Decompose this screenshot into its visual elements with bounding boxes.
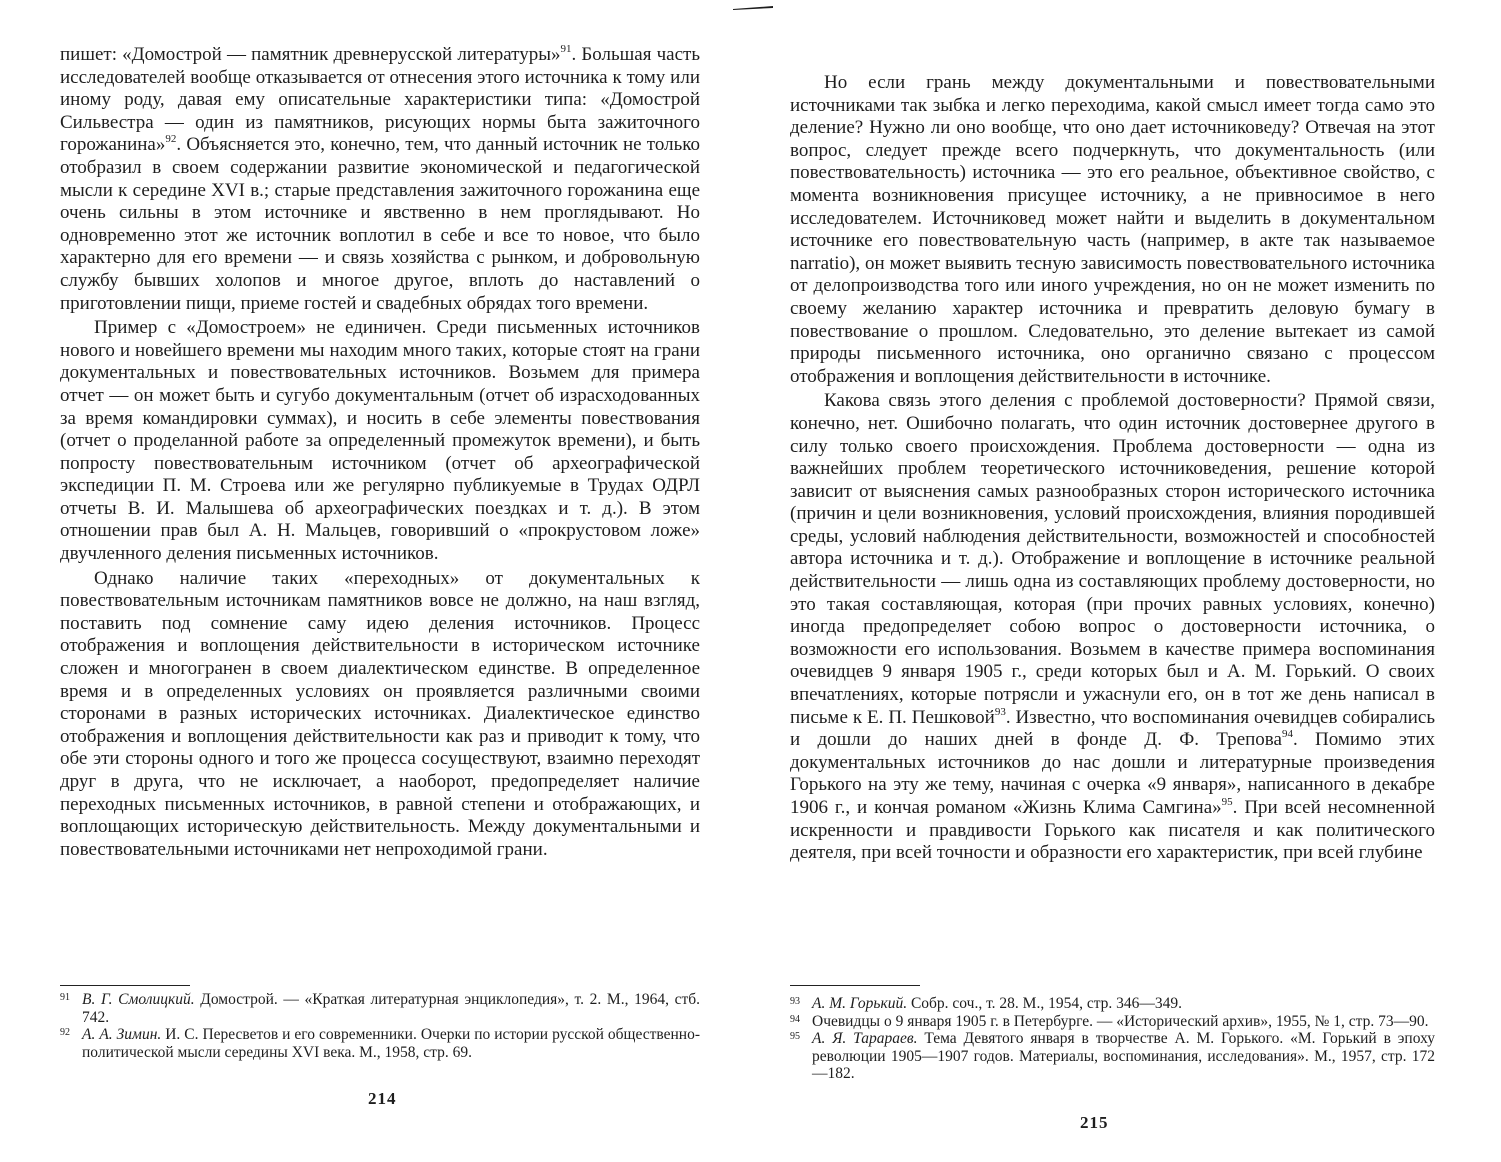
paragraph-text: пишет: «Домострой — памятник древнерусской литературы» [60,44,561,65]
right-footnotes [790,995,1435,1083]
footnote-text: Тема Девятого января в творчестве А. М. Горького. «М. Горький в эпоху революции 1905—1907 годов. Материалы, воспоминания, исследования». М., 1957, стр. 172—182. [812,1030,1435,1082]
footnote-reference: 92 [165,133,177,146]
left-page [0,0,750,1162]
footnote-reference: 94 [1281,728,1293,741]
paragraph-text: . Помимо этих документальных источников до нас дошли и литературные произведения Горького на эту же тему, начиная с очерка «9 января», написанного в декабре 1906 г., и кончая романом «Жизнь Клима Самгина» [790,729,1435,818]
footnote-number: 91 [60,992,70,1003]
left-footnotes [60,991,700,1061]
paragraph [60,317,700,566]
right-footnote-rule [790,985,920,986]
paragraph-text: . Объясняется это, конечно, тем, что данный источник не только отобразил в своем содержании развитие экономической и педагогической мысли к середине XVI в.; старые представления зажиточного горожанина еще очень сильны в этом источнике и явственно в нем проглядывают. Но одновременно этот же источник воплотил в себе и все то новое, что было характерно для его времени — и связь хозяйства с рынком, и добровольную службу бывших холопов и многое другое, вплоть до наставлений о приготовлении пищи, приеме гостей и свадебных обрядах того времени. [60,134,700,314]
paragraph-text: . Известно, что воспоминания очевидцев собирались и дошли до наших дней в фонде Д. Ф. Трепова [790,706,1436,751]
paragraph-text: Какова связь этого деления с проблемой достоверности? Прямой связи, конечно, нет. Ошибочно полагать, что один источник достовернее другого в силу только своего происхождения. Проблема достоверности — одна из важнейших проблем теоретического источниковедения, решение которой зависит от выяснения самых разнообразных сторон исторического источника (причин и цели возникновения, условий происхождения, влияния породившей среды, условий наблюдения действительности, возможностей и способностей автора источника и т. д.). Отображение и воплощение в источнике реальной действительности — лишь одна из составляющих проблему достоверности, но это такая составляющая, которая (при прочих равных условиях, конечно) иногда предопределяет собою вопрос о достоверности источника, о возможности его использования. Возьмем в качестве примера воспоминания очевидцев 9 января 1905 г., среди которых был и А. М. Горький. О своих впечатлениях, которые потрясли и ужаснули его, он в тот же день написал в письме к Е. П. Пешковой [790,390,1435,728]
right-page-number: 215 [1080,1113,1109,1132]
paragraph [790,390,1435,864]
footnote [790,1013,1435,1031]
left-page-text [60,44,700,861]
left-footnote-rule [60,985,190,986]
footnote-text: Очевидцы о 9 января 1905 г. в Петербурге. — «Исторический архив», 1955, № 1, стр. 73—90. [812,1012,1429,1030]
footnote-reference: 95 [1221,796,1233,808]
left-page-number: 214 [368,1089,397,1108]
footnote-text: Домострой. — «Краткая литературная энциклопедия», т. 2. М., 1964, стб. 742. [82,991,700,1026]
footnote-author: А. Я. Тарараев. [812,1030,918,1047]
footnote-text: Собр. соч., т. 28. М., 1954, стр. 346—349. [907,995,1183,1012]
paragraph [60,568,700,862]
footnote-author: А. М. Горький. [812,995,908,1012]
paragraph-text: . Большая часть исследователей вообще отказывается от отнесения этого источника к тому или иному роду, давая ему описательные характеристики типа: «Домострой Сильвестра — один из памятников, рисующих нормы быта зажиточного горожанина» [60,44,700,156]
paragraph-text: Однако наличие таких «переходных» от документальных к повествовательным источникам памятников вовсе не должно, на наш взгляд, поставить под сомнение саму идею деления источников. Процесс отображения и воплощения действительности в историческом источнике сложен и многогранен в своем диалектическом единстве. В определенное время и в определенных условиях он проявляется различными своими сторонами в разных исторических источниках. Диалектическое единство отображения и воплощения действительности как раз и приводит к тому, что обе эти стороны одного и того же процесса сосуществуют, взаимно переходят друг в друга, что не исключает, а наоборот, предопределяет наличие переходных письменных источников, в равной степени и отображающих, и воплощающих историческую действительность. Между документальными и повествовательными источниками нет непроходимой грани. [60,567,700,860]
paragraph [790,72,1435,388]
footnote-author: В. Г. Смолицкий. [82,991,195,1008]
footnote-author: А. А. Зимин. [82,1026,162,1043]
footnote-number: 93 [790,996,800,1007]
footnote [790,1030,1435,1083]
footnote-number: 95 [790,1031,800,1042]
footnote [790,995,1435,1013]
paragraph-text: Пример с «Домостроем» не единичен. Среди письменных источников нового и новейшего времени мы находим много таких, которые стоят на грани документальных и повествовательных источников. Возьмем для примера отчет — он может быть и сугубо документальным (отчет об израсходованных за время командировки суммах), и носить в себе элементы повествования (отчет о проделанной работе за определенный промежуток времени), и быть попросту повествовательным источником (отчет об археографической экспедиции П. М. Строева или же регулярно публикуемые в Трудах ОДРЛ отчеты В. И. Малышева об археографических поездках и т. д.). В этом отношении прав был А. Н. Мальцев, говоривший о «прокрустовом ложе» двучленного деления письменных источников. [60,317,700,565]
footnote-reference: 93 [994,705,1006,718]
paragraph [60,44,700,315]
right-page-text [790,72,1435,865]
footnote-reference: 91 [560,43,572,55]
footnote-text: И. С. Пересветов и его современники. Очерки по истории русской общественно-политической мысли середины XVI века. М., 1958, стр. 69. [82,1026,700,1061]
top-edge-mark [733,6,773,10]
footnote-number: 94 [790,1013,800,1025]
footnote [60,1026,700,1061]
footnote [60,991,700,1026]
right-page [750,0,1501,1162]
footnote-number: 92 [60,1027,70,1038]
paragraph-text: Но если грань между документальными и повествовательными источниками так зыбка и легко переходима, какой смысл имеет тогда само это деление? Нужно ли оно вообще, что оно дает источниковеду? Отвечая на этот вопрос, следует прежде всего подчеркнуть, что документальность (или повествовательность) источника — это его реальное, объективное свойство, с момента возникновения присущее источнику, а не привносимое в него исследователем. Источниковед может найти и выделить в документальном источнике его повествовательную часть (например, в акте так называемое narratio), он может выявить тесную зависимость повествовательного источника от делопроизводства того или иного учреждения, но он не может изменить по своему желанию характер источника и превратить деловую бумагу в повествование о прошлом. Следовательно, это деление вытекает из самой природы письменного источника, оно органично связано с процессом отображения и воплощения действительности в источнике. [790,72,1435,387]
paragraph-text: . При всей несомненной искренности и правдивости Горького как писателя и как политического деятеля, при всей точности и образности его характеристик, при всей глубине [790,797,1435,864]
